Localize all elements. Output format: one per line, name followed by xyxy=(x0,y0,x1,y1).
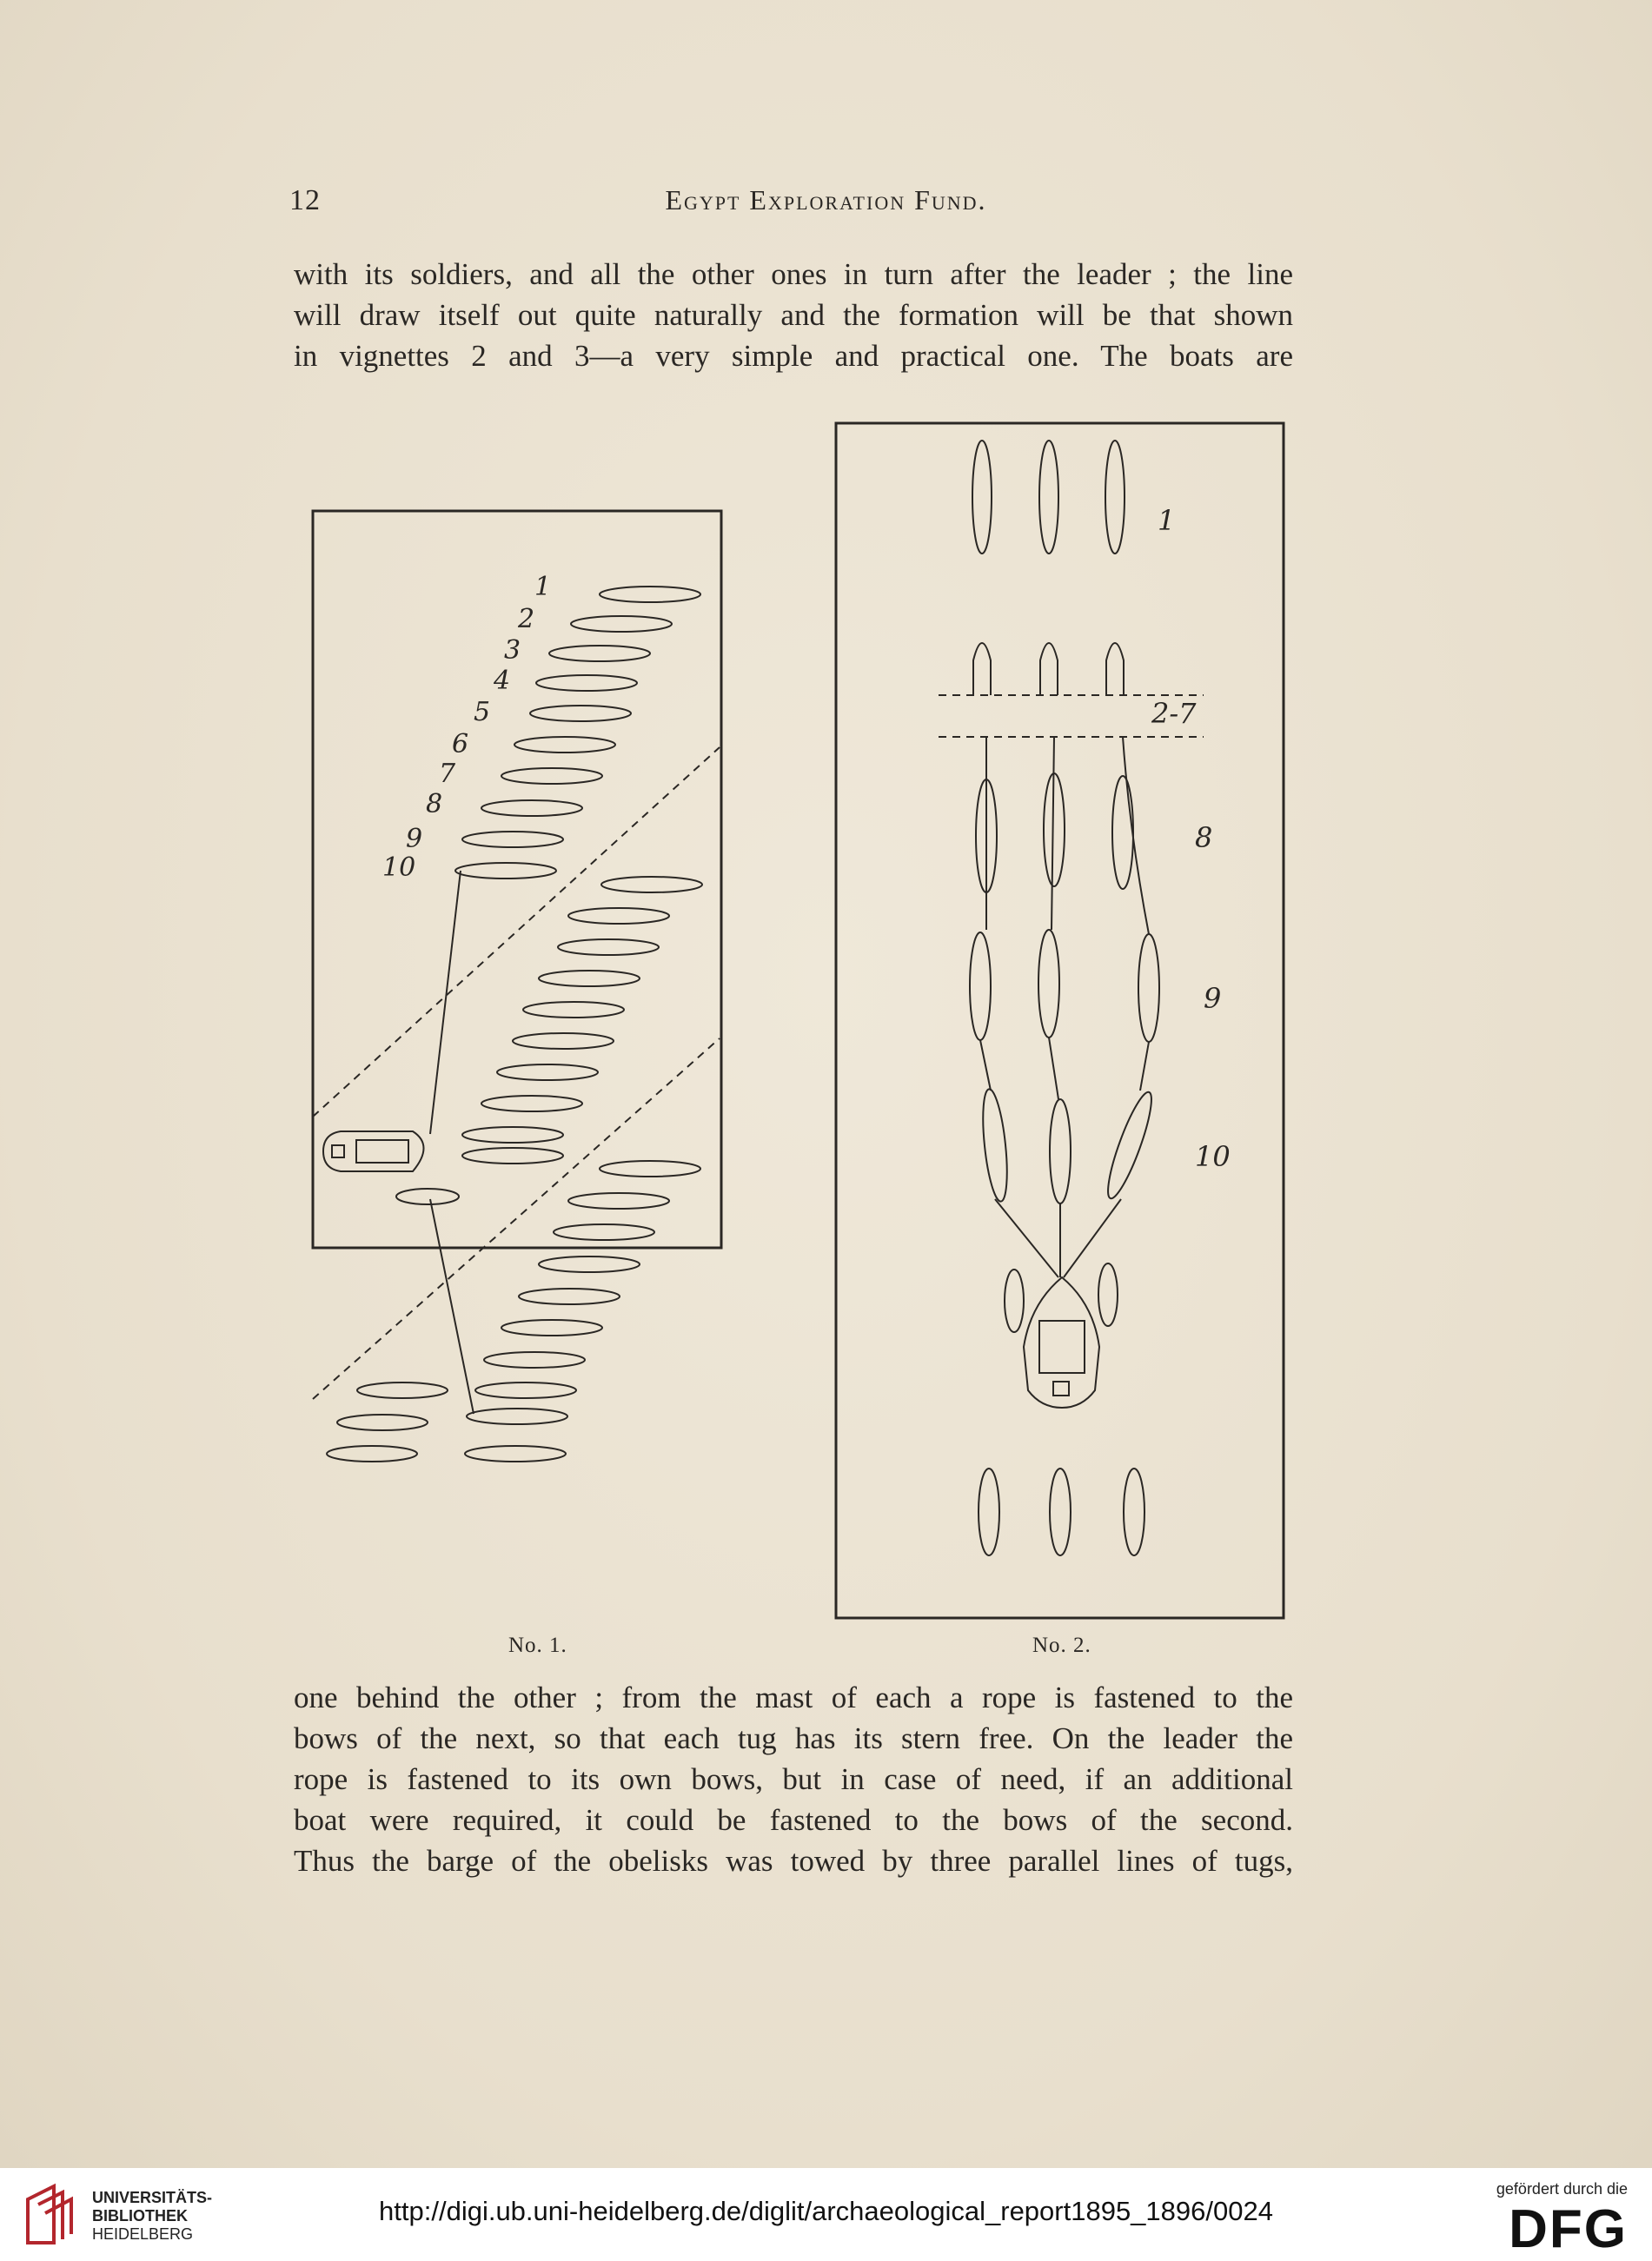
fig1-boats-group-3 xyxy=(327,1161,700,1462)
fig2-label: 10 xyxy=(1195,1140,1231,1173)
text-line: Thus the barge of the obelisks was towed by three parallel lines of tugs, xyxy=(294,1844,1293,1878)
barge-left xyxy=(323,1131,459,1204)
fig1-number: 8 xyxy=(426,789,443,819)
text-line: bows of the next, so that each tug has its stern free. On the leader the xyxy=(294,1721,1293,1755)
fig2-row-2-7 xyxy=(973,643,1124,695)
fig2-rows-8-10 xyxy=(970,773,1159,1332)
library-footer xyxy=(0,2168,1652,2261)
fig1-number: 4 xyxy=(494,666,511,696)
fig1-number: 1 xyxy=(534,572,552,602)
text-line: rope is fastened to its own bows, but in case of need, if an additional xyxy=(294,1762,1293,1796)
library-line: UNIVERSITÄTS- xyxy=(92,2189,213,2206)
fig2-label: 8 xyxy=(1195,821,1213,854)
figure-1-frame xyxy=(313,511,721,1248)
funded-by-text: gefördert durch die xyxy=(1496,2180,1628,2198)
library-line: HEIDELBERG xyxy=(92,2225,194,2243)
dfg-logo: DFG xyxy=(1509,2199,1628,2259)
tow-line xyxy=(430,871,461,1134)
text-line: one behind the other ; from the mast of each a rope is fastened to the xyxy=(294,1681,1293,1714)
fig2-bottom-row xyxy=(979,1469,1144,1555)
figure-2-frame xyxy=(836,423,1284,1618)
fig1-number: 9 xyxy=(406,824,423,854)
fig2-row-1 xyxy=(972,441,1125,554)
fig2-label: 2-7 xyxy=(1151,697,1197,730)
text-line: with its soldiers, and all the other ones in turn after the leader ; the line xyxy=(294,257,1293,291)
running-head: Egypt Exploration Fund. xyxy=(665,184,987,215)
tow-line xyxy=(430,1199,474,1414)
fig1-number: 2 xyxy=(518,604,535,634)
paragraph-bottom xyxy=(294,1677,1293,1881)
barge-right xyxy=(1024,1277,1099,1408)
fig1-number: 10 xyxy=(382,852,416,883)
fig1-boats-group-2 xyxy=(462,877,702,1164)
text-line: will draw itself out quite naturally and the formation will be that shown xyxy=(294,298,1293,332)
fig1-number: 7 xyxy=(439,759,456,789)
fig2-label: 9 xyxy=(1204,982,1222,1015)
text-line: in vignettes 2 and 3—a very simple and practical one. The boats are xyxy=(294,339,1293,373)
fig2-label: 1 xyxy=(1158,504,1176,537)
dashed-diagonal xyxy=(313,1038,720,1399)
library-line: BIBLIOTHEK xyxy=(92,2207,188,2225)
fig1-boats-group-1 xyxy=(455,587,700,879)
fig1-number: 3 xyxy=(504,635,521,666)
text-line: boat were required, it could be fastened to the bows of the second. xyxy=(294,1803,1293,1837)
figure-caption-1: No. 1. xyxy=(508,1634,567,1657)
fig1-number: 6 xyxy=(452,729,469,759)
fig1-number: 5 xyxy=(474,697,491,727)
document-url-link[interactable]: http://digi.ub.uni-heidelberg.de/diglit/archaeological_report1895_1896/0024 xyxy=(379,2196,1273,2226)
figure-caption-2: No. 2. xyxy=(1032,1634,1091,1657)
dashed-diagonal xyxy=(313,747,720,1117)
page-number: 12 xyxy=(289,184,321,216)
